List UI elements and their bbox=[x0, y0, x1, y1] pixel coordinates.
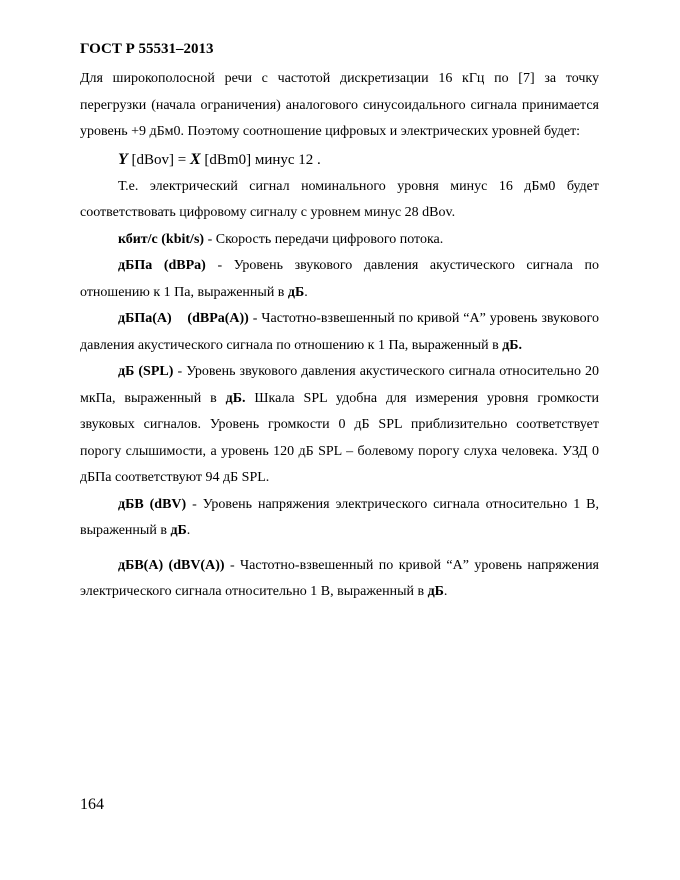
formula-y-unit: [dBov] bbox=[131, 151, 175, 168]
page-number: 164 bbox=[80, 796, 104, 813]
definition-text: - Скорость передачи цифрового потока. bbox=[204, 231, 444, 247]
definition-dbpa-a bbox=[80, 306, 599, 359]
definition-unit: дБ. bbox=[225, 390, 246, 406]
definition-text: - Частотно-взвешенный по кривой “А” уровень напряжения электрического сигнала относительно 1 В, выраженный в bbox=[80, 557, 599, 599]
definition-text: - Частотно-взвешенный по кривой “А” уровень звукового давления акустического сигнала по отношению к 1 Па, выраженный в bbox=[80, 311, 599, 353]
paragraph-1: Для широкополосной речи с частотой дискретизации 16 кГц по [7] за точку перегрузки (начала ограничения) аналогового синусоидального сигнала принимается уровень +9 дБм0. Поэтому соотношение цифровых и электрических уровней будет: bbox=[80, 71, 599, 139]
definition-dbv-a bbox=[80, 553, 599, 606]
definition-unit: дБ bbox=[170, 523, 187, 538]
formula-x-unit: [dBm0] минус 12 . bbox=[204, 151, 321, 168]
definition-end: . bbox=[186, 523, 191, 538]
definition-term: дБПа (dBPa) bbox=[118, 258, 206, 273]
definition-db-spl bbox=[80, 359, 599, 492]
definition-end: . bbox=[443, 584, 448, 599]
definition-term: дБПа(А) (dBPa(A)) bbox=[118, 311, 249, 326]
definition-term: дБВ (dBV) bbox=[118, 496, 187, 512]
formula-eq: = bbox=[177, 151, 187, 168]
paragraph-2: Т.е. электрический сигнал номинального уровня минус 16 дБм0 будет соответствовать цифровому сигналу с уровнем минус 28 dBov. bbox=[80, 178, 599, 220]
document-body bbox=[80, 66, 599, 606]
definition-dbv bbox=[80, 492, 599, 545]
formula bbox=[118, 146, 599, 174]
definition-term: кбит/с (kbit/s) bbox=[118, 231, 205, 247]
definition-text: - Уровень звукового давления акустического сигнала по отношению к 1 Па, выраженный в bbox=[80, 258, 599, 300]
definition-end: . bbox=[304, 284, 308, 300]
definition-unit: дБ. bbox=[502, 337, 523, 353]
page-header: ГОСТ Р 55531–2013 bbox=[80, 41, 214, 57]
definition-unit: дБ bbox=[287, 284, 305, 300]
definition-dbpa bbox=[80, 253, 599, 306]
definition-term: дБВ(А) (dBV(A)) bbox=[118, 557, 225, 573]
formula-x: X bbox=[190, 150, 201, 168]
definition-unit: дБ bbox=[427, 584, 444, 599]
definition-kbits bbox=[80, 227, 599, 254]
definition-text: - Уровень звукового давления акустического сигнала относительно 20 мкПа, выраженный в bbox=[80, 364, 599, 406]
document-page bbox=[80, 0, 599, 880]
definition-term: дБ (SPL) bbox=[118, 364, 174, 379]
definition-text: - Уровень напряжения электрического сигнала относительно 1 В, выраженный в bbox=[80, 496, 599, 538]
definition-end: Шкала SPL удобна для измерения уровня громкости звуковых сигналов. Уровень громкости 0 дБ SPL приблизительно соответствует порогу слышимости, а уровень 120 дБ SPL – болевому порогу слуха человека. УЗД 0 дБПа соответствуют 94 дБ SPL. bbox=[80, 390, 599, 485]
formula-y: Y bbox=[118, 150, 128, 168]
